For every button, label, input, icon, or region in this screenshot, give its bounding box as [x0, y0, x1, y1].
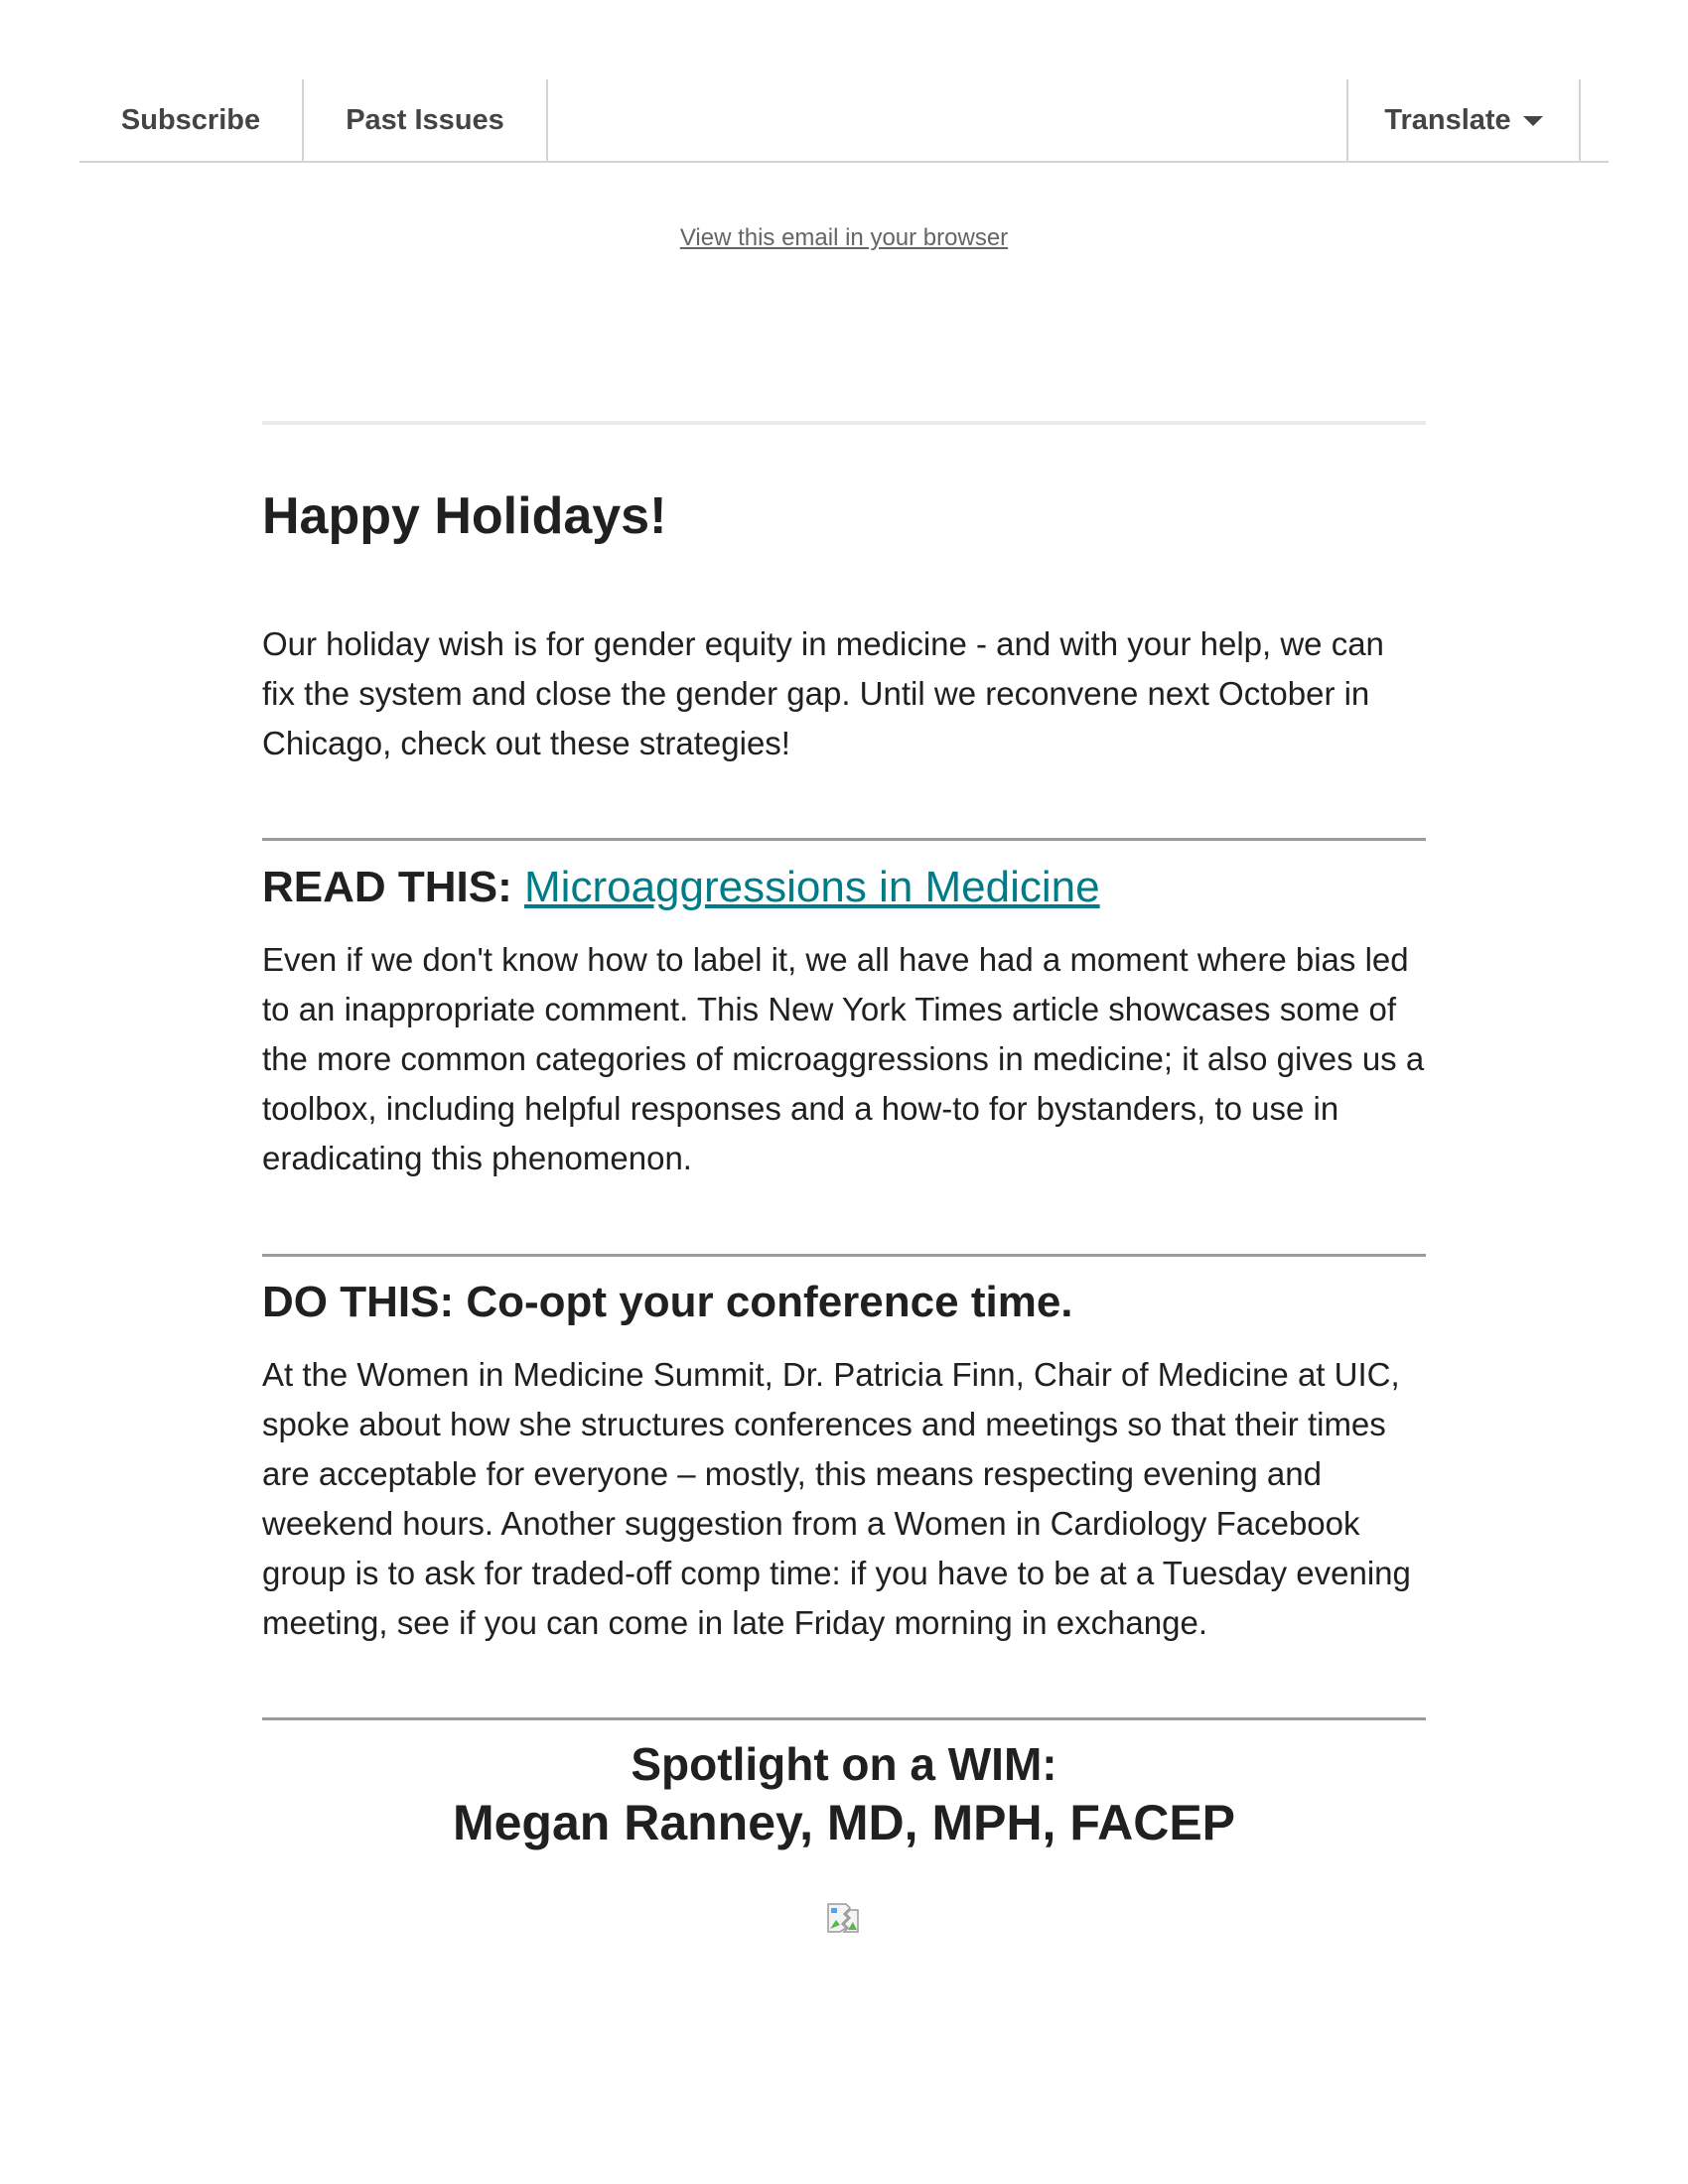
do-this-heading: DO THIS: Co-opt your conference time. — [262, 1278, 1073, 1326]
page-title: Happy Holidays! — [262, 487, 667, 545]
read-this-heading — [262, 860, 1426, 915]
intro-paragraph: Our holiday wish is for gender equity in medicine - and with your help, we can fix the system and close the gender gap. Until we reconvene next October in Chicago, check out these strategies! — [262, 625, 1384, 761]
spotlight-label: Spotlight on a WIM: — [631, 1738, 1057, 1790]
do-this-paragraph: At the Women in Medicine Summit, Dr. Patricia Finn, Chair of Medicine at UIC, spoke about how she structures conferences and meetings so that their times are acceptable for everyone – mostly, this means respecting evening and weekend hours. Another suggestion from a Women in Cardiology Facebook group is to ask for traded-off comp time: if you have to be at a Tuesday evening meeting, see if you can come in late Friday morning in exchange. — [262, 1356, 1411, 1641]
read-this-prefix: READ THIS: — [262, 863, 512, 911]
section-divider — [262, 1254, 1426, 1257]
top-divider — [262, 421, 1426, 425]
subscribe-button[interactable] — [79, 79, 304, 161]
view-in-browser — [0, 224, 1688, 252]
subscribe-label: Subscribe — [120, 103, 261, 136]
spotlight-name: Megan Ranney, MD, MPH, FACEP — [452, 1795, 1236, 1850]
broken-image-icon — [826, 1902, 860, 1934]
section-divider — [262, 838, 1426, 841]
section-divider — [262, 1717, 1426, 1720]
translate-label: Translate — [1384, 103, 1511, 136]
past-issues-button[interactable] — [304, 79, 548, 161]
view-in-browser-link[interactable]: View this email in your browser — [679, 224, 1009, 251]
read-this-paragraph: Even if we don't know how to label it, we all have had a moment where bias led to an inappropriate comment. This New York Times article showcases some of the more common categories of microaggressions in medicine; it also gives us a toolbox, including helpful responses and a how-to for bystanders, to use in eradicating this phenomenon. — [262, 941, 1425, 1176]
caret-down-icon — [1523, 116, 1543, 126]
past-issues-label: Past Issues — [346, 103, 504, 136]
spotlight-heading — [262, 1735, 1426, 1852]
translate-dropdown[interactable] — [1346, 79, 1581, 161]
microaggressions-link[interactable]: Microaggressions in Medicine — [524, 863, 1100, 911]
top-nav-bar — [79, 79, 1609, 163]
